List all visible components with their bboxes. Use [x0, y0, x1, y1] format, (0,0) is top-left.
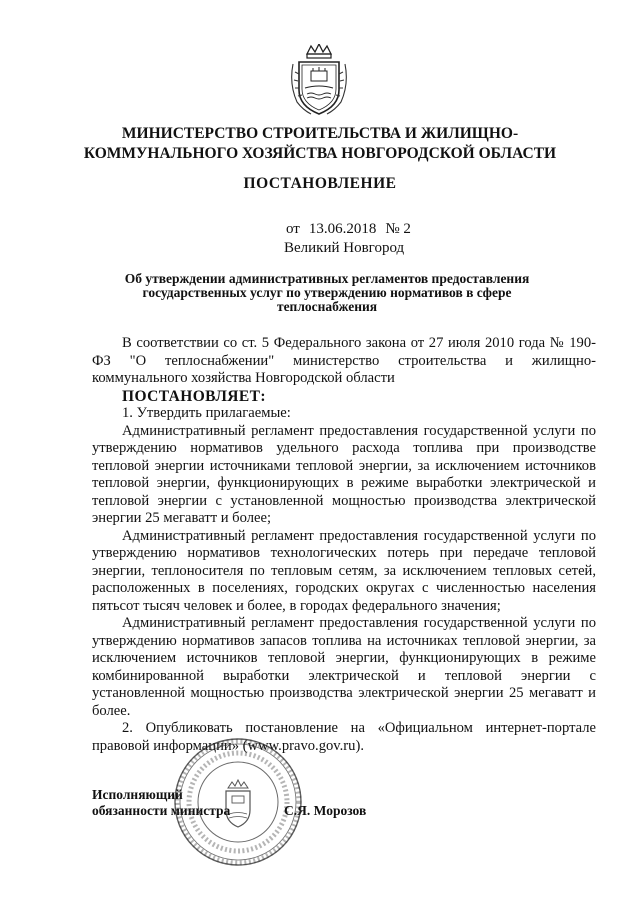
subject-line3: теплоснабжения — [276, 299, 378, 314]
signatory-title-line1: Исполняющий — [92, 787, 183, 802]
regulation-3: Административный регламент предоставления государственной услуги по утверждению нормативов запасов топлива на источниках тепловой энергии, за исключением источников тепловой энергии, функционирующих в режиме комбинированной выработки электрической и тепловой энергии с установленной мощностью производства электрической энергии 25 мегаватт и более. — [92, 615, 596, 719]
official-seal-icon — [172, 736, 304, 868]
coat-of-arms-icon — [289, 44, 349, 116]
city: Великий Новгород — [284, 240, 405, 256]
decree-heading: ПОСТАНОВЛЯЕТ: — [122, 387, 266, 405]
signatory-title-line2: обязанности министра — [92, 803, 231, 818]
date-line — [286, 221, 420, 238]
intro-paragraph: В соответствии со ст. 5 Федерального закона от 27 июля 2010 года № 190-ФЗ "О теплоснабжении" министерство строительства и жилищно-коммунального хозяйства Новгородской области — [92, 335, 596, 386]
subject-line2: государственных услуг по утверждению нормативов в сфере — [142, 285, 512, 300]
regulation-2: Административный регламент предоставления государственной услуги по утверждению нормативов технологических потерь при передаче тепловой энергии, теплоносителя по тепловым сетям, за исключением тепловых сетей, расположенных в поселениях, городских округах с численностью населения пятьсот тысяч человек и более, в городах федерального значения; — [92, 527, 596, 614]
signatory-name: С.Я. Морозов — [284, 803, 367, 818]
document-number: № 2 — [385, 221, 411, 237]
regulation-1: Административный регламент предоставления государственной услуги по утверждению нормативов удельного расхода топлива при производстве тепловой энергии источниками тепловой энергии, за исключением источников тепловой энергии, функционирующих в режиме выработки электрической и тепловой энергии с установленной мощностью производства электрической энергии 25 мегаватт и более; — [92, 422, 596, 526]
item-2: 2. Опубликовать постановление на «Официальном интернет-портале правовой информации» (www.pravo.gov.ru). — [92, 720, 596, 754]
document-date: 13.06.2018 — [308, 221, 377, 237]
subject-line1: Об утверждении административных регламентов предоставления — [124, 271, 530, 286]
ministry-name-line2: КОММУНАЛЬНОГО ХОЗЯЙСТВА НОВГОРОДСКОЙ ОБЛАСТИ — [83, 145, 557, 162]
document-type: ПОСТАНОВЛЕНИЕ — [243, 175, 397, 192]
ministry-name-line1: МИНИСТЕРСТВО СТРОИТЕЛЬСТВА И ЖИЛИЩНО- — [121, 125, 519, 142]
document-body — [92, 335, 596, 755]
document-subject — [92, 272, 562, 314]
ministry-name — [60, 124, 580, 164]
item-1: 1. Утвердить прилагаемые: — [122, 405, 291, 421]
date-prefix: от — [286, 221, 300, 237]
